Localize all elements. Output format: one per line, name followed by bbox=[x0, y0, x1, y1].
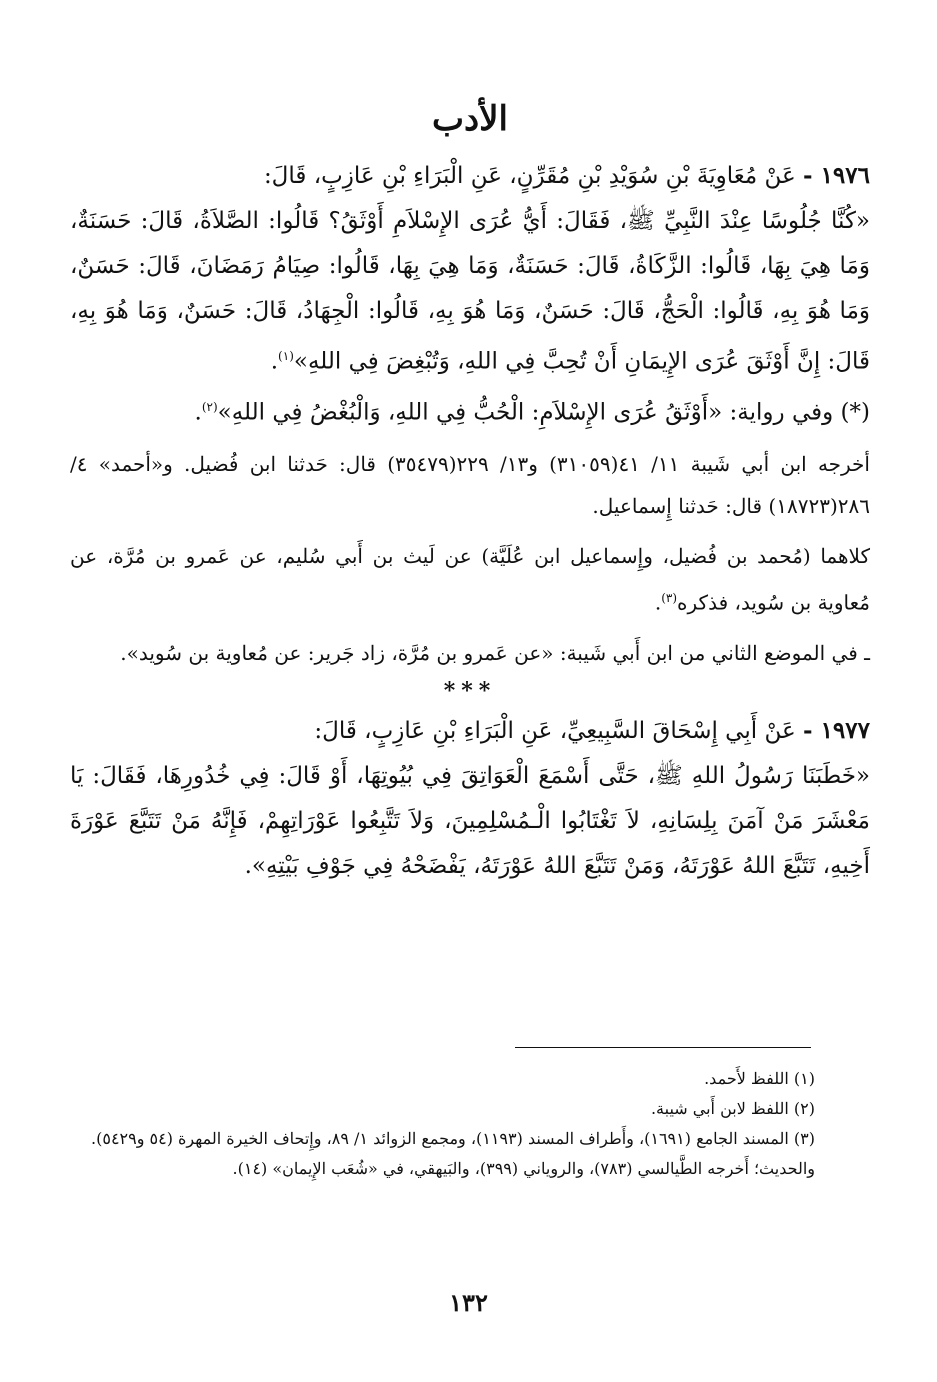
hadith-1976-riwaya: (*) وفي رواية: «أَوْثَقُ عُرَى الإِسْلاَمِ: الْحُبُّ فِي اللهِ، وَالْبُغْضُ فِي اللهِ»$^{(٢)}$. bbox=[194, 399, 870, 426]
footnote: (٢) اللفظ لابن أَبي شيبة. bbox=[650, 1099, 815, 1118]
takhrij-text: كلاهما (مُحمد بن فُضيل، وإِسماعيل ابن عُلَيَّة) عن لَيث بن أَبي سُليم، عن عَمرو بن مُرَّة، عن مُعاوية بن سُويد، فذكره bbox=[70, 544, 870, 615]
hadith-1977-chain bbox=[70, 708, 870, 754]
footnote: (٣) المسند الجامع (١٦٩١)، وأَطراف المسند (١١٩٣)، ومجمع الزوائد ١/ ٨٩، وإِتحاف الخيرة المهرة (٥٤ و٥٤٢٩). bbox=[91, 1129, 815, 1148]
isnad-text: عَنْ أَبِي إِسْحَاقَ السَّبِيعِيِّ، عَنِ الْبَرَاءِ بْنِ عَازِبٍ، قَالَ: bbox=[314, 717, 796, 744]
matn-text: «كُنَّا جُلُوسًا عِنْدَ النَّبِيِّ ﷺ، فَقَالَ: أَيُّ عُرَى الإِسْلاَمِ أَوْثَقُ؟ قَالُوا: الصَّلاَةُ، قَالَ: حَسَنَةٌ، وَمَا هِيَ بِهَا، قَالُوا: الزَّكَاةُ، قَالَ: حَسَنَةٌ، وَمَا هِيَ بِهَا، قَالُوا: صِيَامُ رَمَضَانَ، قَالَ: حَسَنٌ، وَمَا هُوَ بِهِ، قَالُوا: الْحَجُّ، قَالَ: حَسَنٌ، وَمَا هُوَ بِهِ، قَالُوا: الْجِهَادُ، قَالَ: حَسَنٌ، وَمَا هُوَ بِهِ، قَالَ: إِنَّ أَوْثَقَ عُرَى الإِيمَانِ أَنْ تُحِبَّ فِي اللهِ، وَتُبْغِضَ فِي اللهِ» bbox=[70, 208, 870, 375]
hadith-1976-text: «كُنَّا جُلُوسًا عِنْدَ النَّبِيِّ ﷺ، فَقَالَ: أَيُّ عُرَى الإِسْلاَمِ أَوْثَقُ؟ قَالُوا: الصَّلاَةُ، قَالَ: حَسَنَةٌ، وَمَا هِيَ بِهَا، قَالُوا: الزَّكَاةُ، قَالَ: حَسَنَةٌ، وَمَا هِيَ بِهَا، قَالُوا: صِيَامُ رَمَضَانَ، قَالَ: حَسَنٌ، وَمَا هُوَ بِهِ، قَالُوا: الْحَجُّ، قَالَ: حَسَنٌ، وَمَا هُوَ بِهِ، قَالُوا: الْجِهَادُ، قَالَ: حَسَنٌ، وَمَا هُوَ بِهِ، قَالَ: إِنَّ أَوْثَقَ عُرَى الإِيمَانِ أَنْ تُحِبَّ فِي اللهِ، وَتُبْغِضَ فِي اللهِ»$^{(١)}$. bbox=[70, 208, 870, 375]
hadith-number: ١٩٧٦ - bbox=[803, 162, 870, 189]
hadith-1976-chain bbox=[70, 153, 870, 199]
hadith-1977-text: «خَطَبَنَا رَسُولُ اللهِ ﷺ، حَتَّى أَسْمَعَ الْعَوَاتِقَ فِي بُيُوتِهَا، أَوْ قَالَ: فِي خُدُورِهَا، فَقَالَ: يَا مَعْشَرَ مَنْ آمَنَ بِلِسَانِهِ، لاَ تَغْتَابُوا الْـمُسْلِمِينَ، وَلاَ تَتَّبِعُوا عَوْرَاتِهِمْ، فَإِنَّهُ مَنْ تَتَبَّعَ عَوْرَةَ أَخِيهِ، تَتَبَّعَ اللهُ عَوْرَتَهُ، وَمَنْ تَتَبَّعَ اللهُ عَوْرَتَهُ، يَفْضَحْهُ فِي جَوْفِ بَيْتِهِ». bbox=[70, 762, 870, 879]
isnad-text: عَنْ مُعَاوِيَةَ بْنِ سُوَيْدِ بْنِ مُقَرِّنٍ، عَنِ الْبَرَاءِ بْنِ عَازِبٍ، قَالَ: bbox=[263, 163, 796, 189]
takhrij-paragraph: كلاهما (مُحمد بن فُضيل، وإِسماعيل ابن عُلَيَّة) عن لَيث بن أَبي سُليم، عن عَمرو بن مُرَّة، عن مُعاوية بن سُويد، فذكره$^{(٣)}$. bbox=[70, 544, 870, 615]
footnote-ref: (١) bbox=[278, 349, 294, 363]
footnote-ref: (٢) bbox=[201, 399, 218, 414]
footnote-ref: (٣) bbox=[661, 591, 678, 606]
footnotes bbox=[70, 1064, 815, 1184]
riwaya-text: (*) وفي رواية: «أَوْثَقُ عُرَى الإِسْلاَمِ: الْحُبُّ فِي اللهِ، وَالْبُغْضُ فِي اللهِ» bbox=[217, 399, 870, 426]
footnote-divider bbox=[515, 1047, 811, 1048]
section-separator: *** bbox=[443, 677, 497, 704]
hadith-number: ١٩٧٧ - bbox=[803, 716, 870, 744]
footnote: والحديث؛ أَخرجه الطَّيالسي (٧٨٣)، والروياني (٣٩٩)، والبَيهقي، في «شُعَب الإِيمان» (١٤). bbox=[232, 1159, 815, 1178]
takhrij-paragraph: أخرجه ابن أبي شَيبة ١١/ ٤١(٣١٠٥٩) و١٣/ ٢٢٩(٣٥٤٧٩) قال: حَدثنا ابن فُضيل. و«أحمد» ٤/ ٢٨٦(١٨٧٢٣) قال: حَدثنا إِسماعيل. bbox=[70, 452, 870, 519]
takhrij-note: ـ في الموضع الثاني من ابن أَبي شَيبة: «عن عَمرو بن مُرَّة، زاد جَرير: عن مُعاوية بن سُويد». bbox=[120, 640, 870, 665]
page-number: ١٣٢ bbox=[449, 1288, 488, 1317]
page-body bbox=[70, 95, 870, 889]
footnote: (١) اللفظ لأَحمد. bbox=[704, 1069, 815, 1088]
page-title: الأدب bbox=[432, 99, 508, 139]
